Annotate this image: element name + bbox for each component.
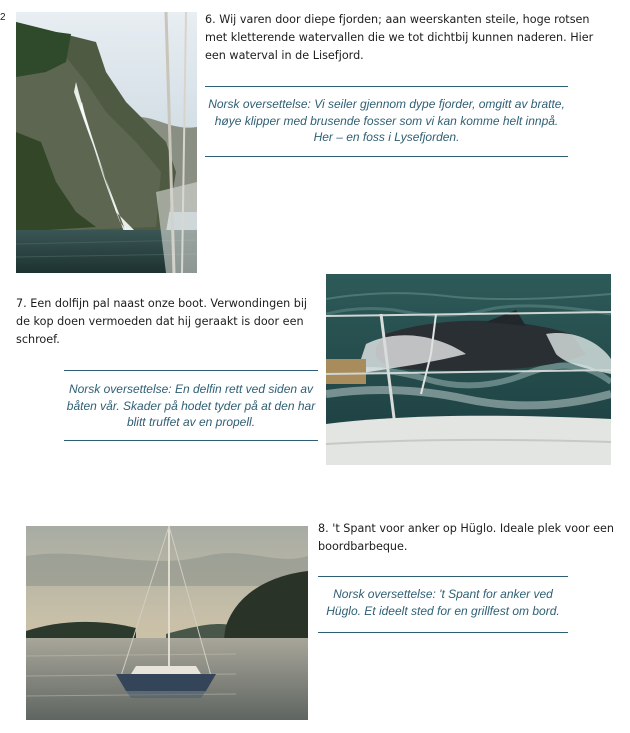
caption-item-7 — [16, 295, 321, 349]
translation-item-6: Norsk oversettelse: Vi seiler gjennom dype fjorder, omgitt av bratte, høye klipper med brusende fosser som vi kan komme helt innpå. Her – en foss i Lysefjorden. — [205, 86, 568, 157]
item-7-number: 7. — [16, 297, 27, 310]
translation-item-7: Norsk oversettelse: En delfin rett ved siden av båten vår. Skader på hodet tyder på at den har blitt truffet av en propell. — [64, 370, 318, 441]
item-6-number: 6. — [205, 13, 216, 26]
photo-dolphin — [326, 274, 611, 465]
photo-sailboat-anchor — [26, 526, 308, 720]
photo-fjord-waterfall — [16, 12, 197, 273]
item-8-number: 8. — [318, 522, 329, 535]
item-6-caption-text: Wij varen door diepe fjorden; aan weerskanten steile, hoge rotsen met kletterende watervallen die we tot dichtbij kunnen naderen. Hier een waterval in de Lisefjord. — [205, 13, 594, 62]
translation-item-8: Norsk oversettelse: 't Spant for anker ved Hüglo. Et ideelt sted for en grillfest om bord. — [318, 576, 568, 633]
item-7-caption-text: Een dolfijn pal naast onze boot. Verwondingen bij de kop doen vermoeden dat hij geraakt is door een schroef. — [16, 297, 308, 346]
caption-item-6 — [205, 11, 605, 65]
item-8-caption-text: 't Spant voor anker op Hüglo. Ideale plek voor een boordbarbeque. — [318, 522, 615, 553]
caption-item-8 — [318, 520, 618, 556]
stray-page-mark: 2 — [0, 12, 6, 23]
